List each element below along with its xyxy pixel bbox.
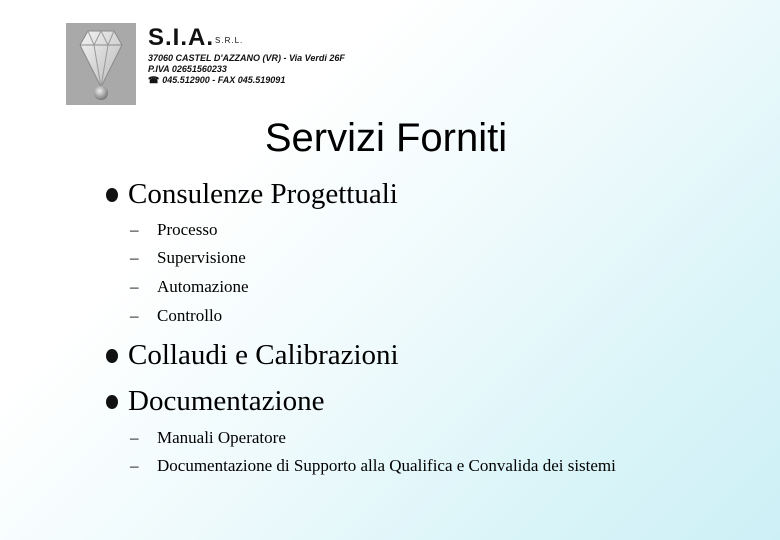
slide-title: Servizi Forniti: [264, 116, 508, 160]
company-name: [148, 26, 345, 53]
bullet-label: Collaudi e Calibrazioni: [128, 339, 399, 371]
dash-marker: –: [130, 277, 139, 296]
company-vat: P.IVA 02651560233: [148, 64, 227, 74]
company-name-text: S.I.A.: [148, 24, 215, 51]
bullet-dot-icon: [106, 188, 118, 202]
dash-marker: –: [130, 306, 139, 325]
sub-item-label: Automazione: [157, 277, 249, 296]
sub-item-label: Manuali Operatore: [157, 428, 286, 447]
sub-item-label: Supervisione: [157, 248, 246, 267]
company-header: [148, 26, 345, 86]
phone-icon: ☎: [148, 75, 160, 85]
bullet-dot-icon: [106, 349, 118, 363]
sub-item-label: Controllo: [157, 306, 223, 325]
bullet-dot-icon: [106, 395, 118, 409]
sub-item-label: Documentazione di Supporto alla Qualifica e Convalida dei sistemi: [157, 456, 616, 475]
bullet-label: Consulenze Progettuali: [128, 178, 398, 210]
company-address: 37060 CASTEL D'AZZANO (VR) - Via Verdi 26F: [148, 53, 345, 63]
company-phone: [148, 75, 345, 86]
dash-marker: –: [130, 456, 139, 475]
company-logo: [66, 23, 136, 105]
dash-marker: –: [130, 248, 139, 267]
bullet-label: Documentazione: [128, 385, 325, 417]
company-suffix: S.R.L.: [215, 36, 244, 45]
dash-marker: –: [130, 428, 139, 447]
diamond-pendant-logo-icon: [66, 23, 136, 105]
company-phone-text: 045.512900 - FAX 045.519091: [162, 75, 286, 85]
sub-item-label: Processo: [157, 220, 218, 239]
dash-marker: –: [130, 220, 139, 239]
